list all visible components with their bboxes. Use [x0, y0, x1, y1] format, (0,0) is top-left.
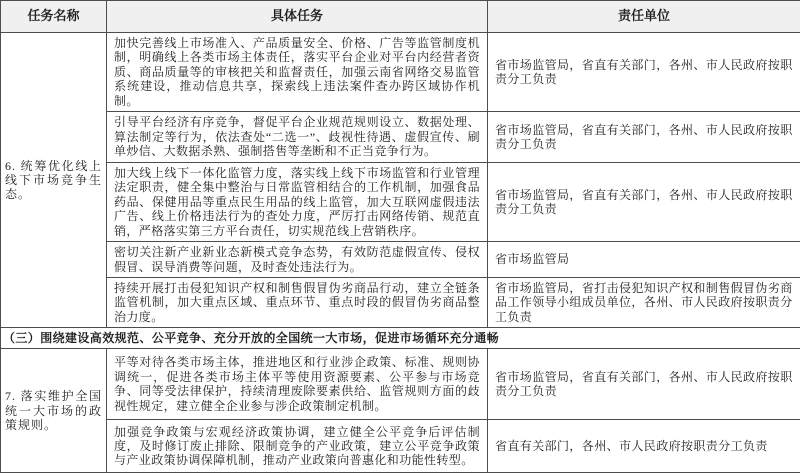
table-row	[1, 420, 800, 473]
col-header-task-name: 任务名称	[1, 1, 107, 33]
section-divider-title: （三）围绕建设高效规范、公平竞争、充分开放的全国统一大市场，促进市场循环充分通畅	[1, 328, 800, 349]
responsible-unit-cell: 省市场监管局，省直有关部门，各州、市人民政府按职责分工负责	[488, 349, 800, 420]
table-row	[1, 112, 800, 163]
specific-task-cell: 加快完善线上市场准入、产品质量安全、价格、广告等监管制度机制，明确线上各类市场主体责任，落实平台企业对平台内经营者资质、商品质量等的审核把关和监督责任，加强云南省网络交易监管系统建设，推动信息共享，探索线上违法案件查办跨区域协作机制。	[107, 33, 488, 112]
specific-task-cell: 加强竞争政策与宏观经济政策协调，建立健全公平竞争后评估制度，及时修订废止排除、限制竞争的产业政策，建立公平竞争政策与产业政策协调保障机制，推动产业政策向普惠化和功能性转型。	[107, 420, 488, 473]
table-row	[1, 278, 800, 328]
table-row	[1, 349, 800, 420]
specific-task-cell: 加大线上线下一体化监管力度，落实线上线下市场监管和行业管理法定职责，健全集中整治与日常监管相结合的工作机制，加强食品药品、保健用品等重点民生用品的线上监管，加大互联网虚假违法广告、线上价格违法行为的查处力度，严厉打击网络传销、规范直销，严格落实第三方平台责任，切实规范线上营销秩序。	[107, 163, 488, 242]
task-name-cell-6: 6. 统筹优化线上线下市场竞争生态。	[1, 33, 107, 328]
specific-task-cell: 平等对待各类市场主体，推进地区和行业涉企政策、标准、规则协调统一，促进各类市场主体平等使用资源要素、公平参与市场竞争、同等受法律保护，持续清理废除要素供给、监管规则方面的歧视性规定，建立健全企业参与涉企政策制定机制。	[107, 349, 488, 420]
col-header-responsible-unit: 责任单位	[488, 1, 800, 33]
table-row	[1, 242, 800, 278]
specific-task-cell: 引导平台经济有序竞争，督促平台企业规范规则设立、数据处理、算法制定等行为，依法查处“二选一”、歧视性待遇、虚假宣传、刷单炒信、大数据杀熟、强制搭售等垄断和不正当竞争行为。	[107, 112, 488, 163]
table-row	[1, 163, 800, 242]
responsible-unit-cell: 省市场监管局，省直有关部门，各州、市人民政府按职责分工负责	[488, 163, 800, 242]
table-row	[1, 33, 800, 112]
task-name-cell-7: 7. 落实维护全国统一大市场的政策规则。	[1, 349, 107, 473]
col-header-specific-task: 具体任务	[107, 1, 488, 33]
responsible-unit-cell: 省直有关部门，各州、市人民政府按职责分工负责	[488, 420, 800, 473]
specific-task-cell: 密切关注新产业新业态新模式竞争态势，有效防范虚假宣传、侵权假冒、误导消费等问题，及时查处违法行为。	[107, 242, 488, 278]
responsible-unit-cell: 省市场监管局	[488, 242, 800, 278]
responsible-unit-cell: 省市场监管局，省打击侵犯知识产权和制售假冒伪劣商品工作领导小组成员单位，各州、市人民政府按职责分工负责	[488, 278, 800, 328]
responsible-unit-cell: 省市场监管局，省直有关部门，各州、市人民政府按职责分工负责	[488, 112, 800, 163]
specific-task-cell: 持续开展打击侵犯知识产权和制售假冒伪劣商品行动，建立全链条监管机制，加大重点区域、重点环节、重点时段的假冒伪劣商品整治力度。	[107, 278, 488, 328]
section-divider-row	[1, 328, 800, 349]
header-row	[1, 1, 800, 33]
responsible-unit-cell: 省市场监管局，省直有关部门，各州、市人民政府按职责分工负责	[488, 33, 800, 112]
